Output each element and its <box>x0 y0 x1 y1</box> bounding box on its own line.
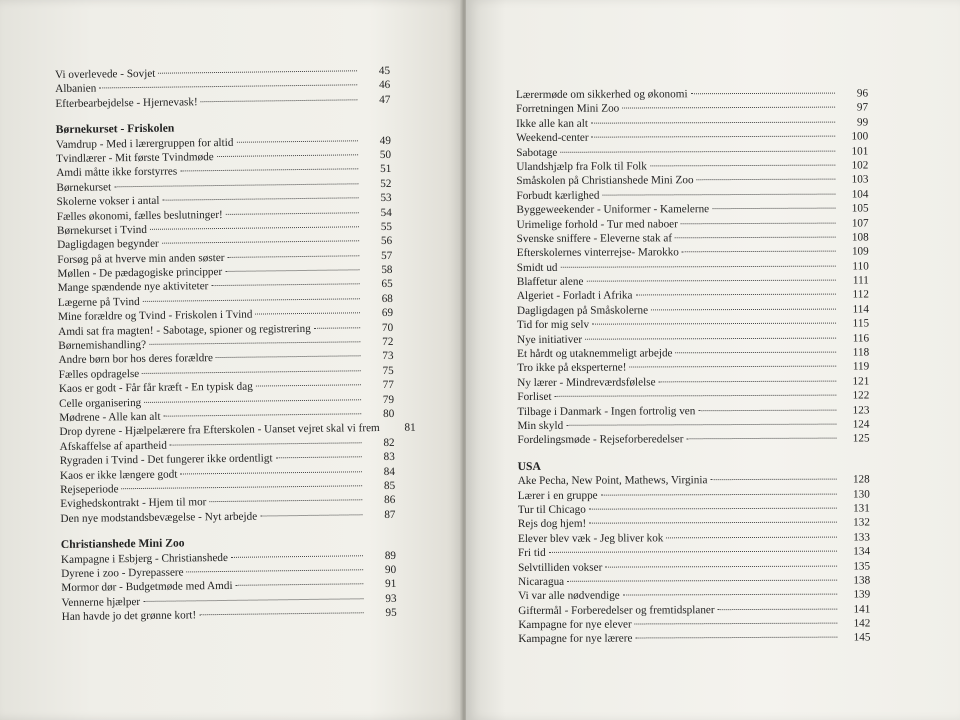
dot-leader <box>162 241 359 244</box>
dot-leader <box>226 212 359 215</box>
toc-entry-title: Kaos er godt - Får får kræft - En typisk dag <box>58 380 253 396</box>
toc-entry-page-number: 90 <box>384 563 397 576</box>
dot-leader <box>560 265 835 267</box>
dot-leader <box>149 341 360 345</box>
dot-leader <box>122 485 363 489</box>
toc-entry-title: Drop dyrene - Hjælpelærere fra Efterskolen - Uanset vejret skal vi frem <box>59 422 380 439</box>
toc-entry-page-number: 102 <box>851 159 869 172</box>
toc-entry-page-number: 135 <box>853 559 871 573</box>
toc-entry-page-number: 121 <box>852 375 870 388</box>
toc-entry-page-number: 54 <box>380 206 392 219</box>
toc-entry-page-number: 52 <box>380 177 392 190</box>
toc-entry <box>518 573 870 589</box>
dot-leader <box>225 269 359 272</box>
section-heading: Christianshede Mini Zoo <box>60 536 185 552</box>
toc-entry-title: Lægerne på Tvind <box>57 295 140 309</box>
toc-entry <box>518 516 870 532</box>
toc-entry-page-number: 83 <box>383 451 395 464</box>
toc-entry-page-number: 116 <box>852 332 870 345</box>
toc-entry-page-number: 96 <box>856 87 869 100</box>
dot-leader <box>227 255 359 258</box>
dot-leader <box>231 555 363 558</box>
dot-leader <box>150 226 359 230</box>
toc-entry-title: Mødrene - Alle kan alt <box>59 410 161 424</box>
toc-entry-title: Urimelige forhold - Tur med naboer <box>516 217 678 231</box>
toc-entry <box>517 360 869 376</box>
dot-leader <box>99 85 357 89</box>
toc-entry-title: Weekend-center <box>516 131 589 145</box>
dot-leader <box>585 337 836 339</box>
toc-entry-page-number: 58 <box>381 263 393 277</box>
toc-entry-title: Forsøg på at hverve min anden søster <box>57 251 225 266</box>
toc-entry-title: Andre børn bor hos deres forældre <box>58 352 214 367</box>
toc-entry-title: Giftermål - Forberedelser og fremtidsplaner <box>518 603 715 617</box>
toc-entry-title: Tilbage i Danmark - Ingen fortrolig ven <box>517 404 696 418</box>
toc-entry-title: Tro ikke på eksperterne! <box>517 361 627 375</box>
toc-entry <box>517 403 869 419</box>
dot-leader <box>592 136 836 138</box>
dot-leader <box>675 237 836 239</box>
toc-entry <box>518 602 870 618</box>
toc-entry-title: Fri tid <box>518 546 546 560</box>
toc-entry-page-number: 112 <box>852 288 869 302</box>
toc-entry-title: Rejseperiode <box>60 483 119 496</box>
toc-entry-page-number: 145 <box>853 631 871 644</box>
toc-entry-page-number: 132 <box>853 516 870 529</box>
dot-leader <box>216 356 361 359</box>
dot-leader <box>602 193 835 195</box>
toc-entry <box>516 101 868 117</box>
dot-leader <box>143 598 363 602</box>
toc-entry-page-number: 108 <box>851 231 869 244</box>
toc-entry-title: Forbudt kærlighed <box>516 189 600 202</box>
toc-entry <box>518 545 870 561</box>
toc-entry-title: Ulandshjælp fra Folk til Folk <box>516 160 647 173</box>
toc-entry <box>517 274 869 290</box>
toc-entry-page-number: 104 <box>851 188 869 201</box>
toc-entry-title: Kampagne for nye lærere <box>518 632 633 646</box>
toc-entry <box>518 588 870 604</box>
dot-leader <box>256 384 361 386</box>
dot-leader <box>236 584 364 587</box>
dot-leader <box>718 608 838 610</box>
toc-entry-title: Sabotage <box>516 146 558 159</box>
toc-entry-title: Algeriet - Forladt i Afrika <box>516 289 633 303</box>
dot-leader <box>180 471 362 474</box>
toc-entry-page-number: 142 <box>853 617 871 630</box>
toc-entry-page-number: 97 <box>856 101 869 114</box>
toc-entry <box>518 530 870 546</box>
toc-entry-page-number: 82 <box>383 436 395 449</box>
dot-leader <box>651 308 836 310</box>
toc-entry-page-number: 109 <box>851 245 869 258</box>
dot-leader <box>209 500 362 503</box>
toc-entry <box>517 216 869 232</box>
dot-leader <box>682 251 836 253</box>
toc-entry-title: Børnemishandling? <box>58 338 147 353</box>
toc-entry <box>517 259 869 275</box>
toc-entry-title: Efterskolernes vinterrejse- Marokko <box>516 246 679 260</box>
dot-leader <box>143 298 360 302</box>
dot-leader <box>629 366 836 368</box>
toc-entry <box>516 173 868 189</box>
toc-entry-page-number: 124 <box>852 418 870 431</box>
toc-entry <box>518 559 870 575</box>
toc-entry-title: Han havde jo det grønne kort! <box>61 609 197 624</box>
toc-entry-title: Rygraden i Tvind - Det fungerer ikke ordentligt <box>59 452 273 468</box>
toc-entry-title: Fælles økonomi, fælles beslutninger! <box>56 208 223 223</box>
dot-leader <box>589 508 837 510</box>
toc-entry-page-number: 84 <box>383 465 396 478</box>
toc-entry-title: Vennerne hjælper <box>61 595 141 609</box>
dot-leader <box>650 165 835 167</box>
dot-leader <box>666 536 837 538</box>
toc-entry-page-number: 70 <box>381 321 394 334</box>
toc-entry-title: Elever blev væk - Jeg bliver kok <box>517 532 664 545</box>
dot-leader <box>635 623 838 625</box>
toc-entry-page-number: 79 <box>382 393 395 406</box>
toc-entry-page-number: 141 <box>853 603 871 616</box>
toc-entry-page-number: 55 <box>380 220 393 233</box>
dot-leader <box>591 121 835 123</box>
toc-entry-title: Kaos er ikke længere godt <box>59 468 178 482</box>
toc-entry-page-number: 81 <box>404 421 416 435</box>
toc-entry-page-number: 134 <box>853 545 871 558</box>
toc-entry-title: Vamdrup - Med i lærergruppen for altid <box>55 136 234 151</box>
toc-entry-page-number: 50 <box>379 148 392 161</box>
dot-leader <box>211 284 359 287</box>
toc-entry-page-number: 138 <box>853 574 871 587</box>
toc-entry-title: Evighedskontrakt - Hjem til mor <box>60 496 207 511</box>
toc-entry-page-number: 45 <box>378 64 391 78</box>
toc-entry-title: Svenske sniffere - Eleverne stak af <box>516 232 673 245</box>
toc-entry <box>518 501 870 517</box>
toc-entry-title: Et hårdt og utaknemmeligt arbejde <box>517 347 673 361</box>
dot-leader <box>114 183 358 187</box>
dot-leader <box>675 352 836 354</box>
toc-entry-page-number: 119 <box>852 360 870 373</box>
toc-entry-page-number: 47 <box>379 93 391 106</box>
toc-entry-title: Tid for mig selv <box>517 318 590 332</box>
toc-entry-title: Børnekurset i Tvind <box>56 223 147 237</box>
toc-entry-title: Ikke alle kan alt <box>516 117 588 130</box>
dot-leader <box>681 222 836 224</box>
toc-entry-title: Skolerne vokser i antal <box>56 194 160 209</box>
dot-leader <box>589 522 837 524</box>
toc-entry-page-number: 103 <box>851 173 869 186</box>
toc-entry-title: Mange spændende nye aktiviteter <box>57 280 209 295</box>
toc-entry <box>516 115 868 131</box>
dot-leader <box>164 413 362 416</box>
dot-leader <box>217 154 358 157</box>
dot-leader <box>142 370 361 374</box>
toc-entry-title: Fælles opdragelse <box>58 367 140 381</box>
toc-entry <box>517 245 869 261</box>
toc-entry-page-number: 86 <box>384 494 396 507</box>
toc-entry-page-number: 91 <box>385 578 397 591</box>
dot-leader <box>201 99 358 102</box>
toc-entry-title: Min skyld <box>517 419 564 432</box>
toc-entry-title: Kampagne i Esbjerg - Christianshede <box>60 551 229 566</box>
dot-leader <box>586 280 835 282</box>
toc-entry-title: Rejs dog hjem! <box>517 518 587 531</box>
toc-entry-page-number: 56 <box>380 235 393 248</box>
toc-entry-title: Dagligdagen på Småskolerne <box>516 304 649 317</box>
toc-entry-title: Celle organisering <box>59 396 142 410</box>
toc-entry-page-number: 69 <box>381 307 394 320</box>
toc-entry-title: Vi var alle nødvendige <box>518 589 620 603</box>
toc-entry-page-number: 130 <box>852 488 870 501</box>
dot-leader <box>659 380 837 382</box>
toc-entry-title: Dagligdagen begynder <box>57 238 159 252</box>
dot-leader <box>170 442 362 445</box>
toc-entry-title: Forretningen Mini Zoo <box>516 102 620 116</box>
toc-entry-page-number: 51 <box>380 163 392 176</box>
toc-entry-title: Byggeweekender - Uniformer - Kamelerne <box>516 203 710 217</box>
toc-entry-title: Albanien <box>55 82 97 96</box>
toc-entry-page-number: 49 <box>379 134 391 147</box>
dot-leader <box>635 637 837 639</box>
dot-leader <box>592 323 836 325</box>
toc-entry-page-number: 73 <box>382 350 394 363</box>
toc-entry-page-number: 105 <box>851 202 869 215</box>
toc-entry <box>517 302 869 318</box>
toc-entry-title: Lærer i en gruppe <box>517 489 598 502</box>
toc-entry-page-number: 123 <box>852 404 870 417</box>
toc-entry-page-number: 133 <box>853 531 870 544</box>
toc-entry-page-number: 128 <box>852 473 870 486</box>
toc-entry-title: Kampagne for nye elever <box>518 618 632 632</box>
dot-leader <box>567 579 837 581</box>
toc-entry-title: Blaffetur alene <box>516 275 584 289</box>
toc-entry-title: Efterbearbejdelse - Hjernevask! <box>55 96 198 110</box>
dot-leader <box>255 313 360 315</box>
toc-entry-title: Mormor dør - Budgetmøde med Amdi <box>61 580 233 595</box>
toc-entry-page-number: 99 <box>856 116 869 129</box>
toc-entry-title: Småskolen på Christianshede Mini Zoo <box>516 174 694 188</box>
toc-entry <box>55 93 390 111</box>
toc-entry-page-number: 85 <box>383 479 396 492</box>
toc-entry-page-number: 87 <box>384 508 396 521</box>
dot-leader <box>635 294 835 296</box>
toc-entry-title: Mine forældre og Tvind - Friskolen i Tvind <box>57 308 253 324</box>
toc-entry-page-number: 75 <box>382 364 394 377</box>
toc-entry <box>518 631 870 647</box>
left-table-of-contents <box>55 64 416 625</box>
toc-entry-page-number: 118 <box>852 346 870 359</box>
dot-leader <box>199 612 363 615</box>
toc-entry-page-number: 107 <box>851 216 869 230</box>
dot-leader <box>555 395 837 397</box>
toc-entry <box>516 158 868 174</box>
dot-leader <box>566 424 836 426</box>
toc-entry-title: Nye initiativer <box>517 333 583 346</box>
toc-entry <box>517 230 869 246</box>
toc-entry-page-number: 131 <box>853 502 870 515</box>
toc-entry-page-number: 111 <box>852 274 869 287</box>
right-table-of-contents <box>516 86 870 646</box>
toc-entry <box>517 288 869 304</box>
dot-leader <box>236 140 357 142</box>
toc-entry-page-number: 80 <box>382 407 395 421</box>
toc-entry <box>516 187 868 203</box>
toc-entry-title: Tvindlærer - Mit første Tvindmøde <box>56 151 214 165</box>
dot-leader <box>276 456 362 458</box>
toc-entry-page-number: 46 <box>378 79 391 92</box>
dot-leader <box>691 93 835 95</box>
toc-entry-title: Dyrene i zoo - Dyrepassere <box>61 566 184 580</box>
toc-entry <box>518 617 870 633</box>
toc-entry-page-number: 95 <box>385 606 397 620</box>
toc-entry-title: Amdi måtte ikke forstyrres <box>56 165 178 180</box>
dot-leader <box>605 565 837 567</box>
toc-entry-page-number: 114 <box>852 303 869 316</box>
toc-entry-title: Vi overlevede - Sovjet <box>55 67 156 81</box>
toc-entry-title: Ake Pecha, New Point, Mathews, Virginia <box>517 474 708 488</box>
section-heading: Børnekurset - Friskolen <box>55 121 175 137</box>
toc-entry <box>518 473 870 489</box>
toc-entry-title: Selvtilliden vokser <box>518 561 603 574</box>
dot-leader <box>686 438 836 440</box>
toc-entry <box>517 317 869 333</box>
dot-leader <box>623 594 837 596</box>
section-heading: USA <box>517 459 541 473</box>
toc-entry <box>517 345 869 361</box>
toc-entry-page-number: 72 <box>382 335 394 349</box>
toc-entry-page-number: 65 <box>381 278 393 291</box>
toc-entry-page-number: 57 <box>381 249 393 262</box>
dot-leader <box>710 479 836 481</box>
toc-entry <box>516 130 868 146</box>
toc-entry-title: Børnekurset <box>56 181 112 194</box>
toc-entry <box>516 144 868 160</box>
dot-leader <box>187 569 364 572</box>
dot-leader <box>697 179 836 181</box>
toc-entry <box>60 508 395 526</box>
toc-entry-title: Fordelingsmøde - Rejseforberedelser <box>517 433 684 447</box>
toc-entry <box>518 432 870 448</box>
toc-entry-page-number: 110 <box>852 260 869 273</box>
toc-entry-title: Den nye modstandsbevægelse - Nyt arbejde <box>60 510 258 525</box>
toc-entry <box>517 417 869 433</box>
dot-leader <box>158 70 357 73</box>
toc-entry-page-number: 100 <box>851 130 869 143</box>
dot-leader <box>712 208 835 210</box>
toc-entry-page-number: 139 <box>853 588 871 601</box>
toc-entry-title: Forliset <box>517 391 552 404</box>
toc-entry-page-number: 53 <box>380 192 392 205</box>
toc-entry <box>518 487 870 503</box>
dot-leader <box>260 514 362 516</box>
dot-leader <box>180 169 358 172</box>
toc-entry-page-number: 77 <box>382 379 394 392</box>
toc-entry-title: Nicaragua <box>518 575 565 588</box>
toc-entry-page-number: 89 <box>384 549 397 562</box>
dot-leader <box>549 551 837 553</box>
dot-leader <box>144 399 361 403</box>
toc-entry-page-number: 115 <box>852 317 870 330</box>
toc-entry <box>517 389 869 405</box>
toc-entry <box>517 374 869 390</box>
dot-leader <box>601 493 837 495</box>
toc-entry-title: Møllen - De pædagogiske principper <box>57 266 223 281</box>
dot-leader <box>314 327 360 329</box>
toc-entry <box>517 202 869 218</box>
toc-entry-title: Afskaffelse af apartheid <box>59 439 167 453</box>
toc-entry-page-number: 68 <box>381 292 393 305</box>
toc-entry <box>517 331 869 347</box>
toc-entry-page-number: 122 <box>852 389 870 402</box>
dot-leader <box>622 107 835 109</box>
toc-entry-title: Amdi sat fra magten! - Sabotage, spioner og registrering <box>58 322 311 338</box>
toc-entry-title: Lærermøde om sikkerhed og økonomi <box>516 88 688 101</box>
toc-entry-page-number: 125 <box>852 432 870 445</box>
toc-entry-title: Ny lærer - Mindreværdsfølelse <box>517 376 656 389</box>
dot-leader <box>162 197 358 200</box>
toc-entry-page-number: 93 <box>385 592 397 605</box>
dot-leader <box>698 409 836 411</box>
toc-entry-title: Smidt ud <box>516 261 558 274</box>
dot-leader <box>560 150 835 152</box>
toc-entry-title: Tur til Chicago <box>517 503 586 516</box>
toc-entry <box>516 86 868 102</box>
toc-entry-page-number: 101 <box>851 145 869 158</box>
